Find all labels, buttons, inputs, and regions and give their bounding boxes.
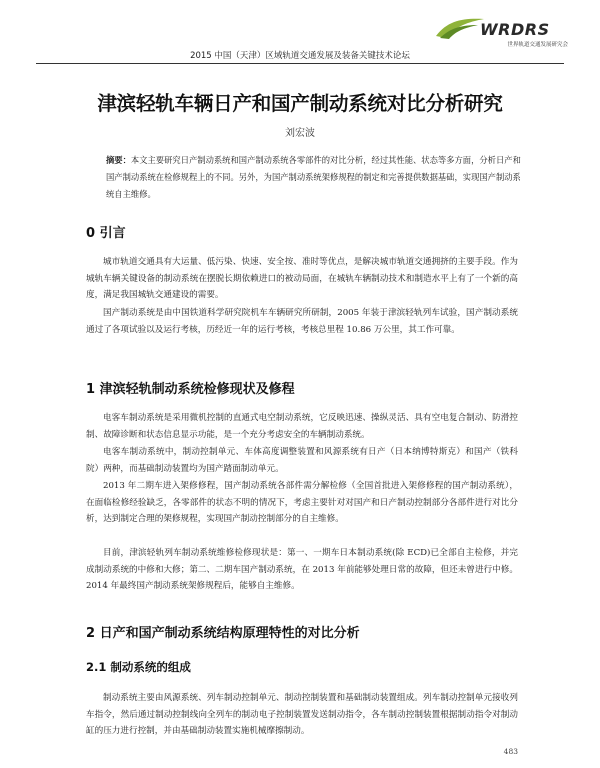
abstract bbox=[106, 152, 526, 203]
logo-wordmark: WRDRS bbox=[480, 20, 550, 39]
wrdrs-logo bbox=[434, 16, 568, 50]
logo-subtitle: 世界轨道交通发展研究会 bbox=[507, 42, 568, 48]
conference-header: 2015 中国（天津）区域轨道交通发展及装备关键技术论坛 bbox=[190, 51, 410, 61]
section-2-1-paragraph-1: 制动系统主要由风源系统、列车制动控制单元、制动控制装置和基础制动装置组成。列车制动控制单元接收列车指令，然后通过制动控制线向全列车的制动电子控制装置发送制动指令，各车制动控制装置根据制动指令对制动缸的压力进行控制，并由基础制动装置实施机械摩擦制动。 bbox=[86, 693, 518, 737]
section-1-paragraph-4: 目前，津滨轻轨列车制动系统维修检修现状是：第一、一期车日本制动系统(除 ECD)已全部自主检修，并完成制动系统的中修和大修；第二、二期车国产制动系统，在 2013 年前能够处理日常的故障，但还未曾进行中修。2014 年最终国产制动系统架修规程后，能够自主维修。 bbox=[86, 548, 518, 592]
abstract-label: 摘要： bbox=[106, 155, 131, 165]
section-1-heading: 1 津滨轻轨制动系统检修现状及修程 bbox=[86, 382, 295, 397]
section-1-paragraph-1: 电客车制动系统是采用微机控制的直通式电空制动系统，它反映迅速、操纵灵活、具有空电复合制动、防滑控制、故障诊断和状态信息显示功能，是一个充分考虑安全的车辆制动系统。 bbox=[86, 413, 518, 440]
section-1-paragraph-2: 电客车制动系统中，制动控制单元、车体高度调整装置和风源系统有日产（日本纳博特斯克）和国产（铁科院）两种，而基础制动装置均为国产踏面制动单元。 bbox=[86, 447, 518, 474]
paper-author: 刘宏波 bbox=[285, 128, 315, 139]
logo-swoosh-icon bbox=[434, 16, 486, 40]
section-0-paragraph-1: 城市轨道交通具有大运量、低污染、快速、安全按、准时等优点，是解决城市轨道交通拥挤的主要手段。作为城轨车辆关键设备的制动系统在摆脱长期依赖进口的被动局面，在城轨车辆制动技术和制造水平上有了一个新的高度，满足我国城轨交通建设的需要。 bbox=[86, 257, 518, 301]
section-0-paragraph-2: 国产制动系统是由中国铁道科学研究院机车车辆研究所研制，2005 年装于津滨轻轨列车试验，国产制动系统通过了各项试验以及运行考核，历经近一年的运行考核，考核总里程 10.86 万公里，其工作可靠。 bbox=[86, 308, 518, 335]
section-0-heading: 0 引言 bbox=[86, 226, 126, 241]
paper-title: 津滨轻轨车辆日产和国产制动系统对比分析研究 bbox=[97, 92, 503, 115]
abstract-text: 本文主要研究日产制动系统和国产制动系统各零部件的对比分析，经过其性能、状态等多方面，分析日产和国产制动系统在检修规程上的不同。另外，为国产制动系统架修规程的制定和完善提供数据基础，实现国产制动系统自主维修。 bbox=[106, 155, 521, 199]
section-2-1-heading: 2.1 制动系统的组成 bbox=[86, 660, 191, 674]
section-1-paragraph-3: 2013 年二期车进入架修修程，国产制动系统各部件需分解检修（全国首批进入架修修程的国产制动系统），在面临检修经验缺乏，各零部件的状态不明的情况下，考虑主要针对对国产和日产制动控制部分各部件进行对比分析，达到制定合理的架修规程，实现国产制动控制部分的自主维修。 bbox=[86, 481, 518, 525]
section-2-heading: 2 日产和国产制动系统结构原理特性的对比分析 bbox=[86, 626, 360, 641]
page-number: 483 bbox=[503, 747, 518, 756]
header-divider bbox=[36, 63, 564, 64]
